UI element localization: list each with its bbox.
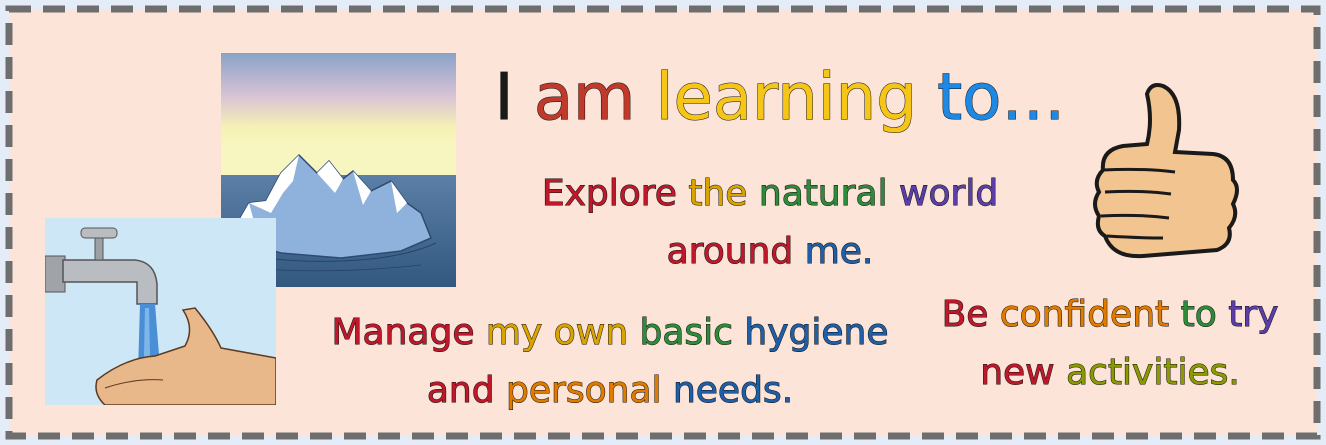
goal-be-confident <box>920 286 1300 402</box>
goal-word: try <box>1228 294 1279 335</box>
goal-word: activities. <box>1066 352 1240 393</box>
goal-word: new <box>980 352 1055 393</box>
goal-line <box>500 223 1040 281</box>
board-title <box>470 58 1090 138</box>
goal-manage-hygiene <box>305 304 915 420</box>
title-word: to… <box>937 61 1066 135</box>
goal-line <box>920 344 1300 402</box>
goal-word: hygiene <box>744 312 889 353</box>
goal-word: basic <box>639 312 733 353</box>
goal-word: personal <box>506 370 662 411</box>
goal-line <box>305 362 915 420</box>
title-word: learning <box>655 61 917 135</box>
title-word: I <box>494 61 514 135</box>
goal-word: around <box>666 231 794 272</box>
goal-explore-natural-world <box>500 165 1040 281</box>
goal-line <box>500 165 1040 223</box>
goal-word: Be <box>941 294 989 335</box>
thumbs-up-picture <box>1083 80 1248 270</box>
goal-line <box>305 304 915 362</box>
goal-word: the <box>688 173 748 214</box>
goal-word: my <box>485 312 543 353</box>
goal-word: world <box>899 173 999 214</box>
goal-word: natural <box>758 173 888 214</box>
goal-word: to <box>1180 294 1217 335</box>
goal-word: own <box>553 312 629 353</box>
goal-word: Explore <box>541 173 677 214</box>
goal-line <box>920 286 1300 344</box>
tap-handwashing-picture <box>45 218 276 405</box>
goal-word: confident <box>999 294 1170 335</box>
goal-word: needs. <box>672 370 794 411</box>
goal-word: and <box>426 370 495 411</box>
goal-word: me. <box>804 231 874 272</box>
title-word: am <box>533 61 636 135</box>
goal-word: Manage <box>331 312 475 353</box>
